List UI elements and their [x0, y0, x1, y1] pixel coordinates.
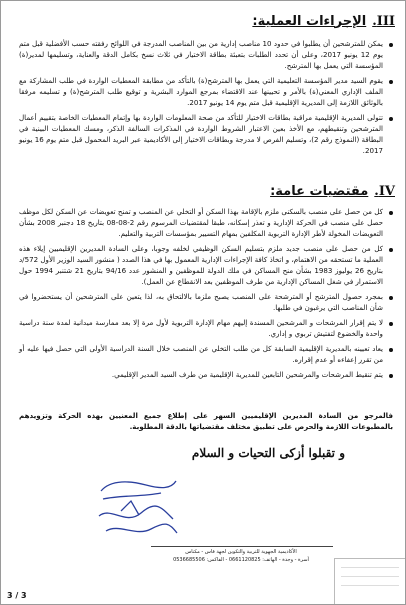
- list-item: يقوم السيد مدير المؤسسة التعليمية التي يعمل بها المترشح(ة) بالتأكد من مطابقة المعطيات الواردة في طلب المشاركة مع الملف الإداري المعني(ة) بالأمر و تحيينها عند الاقتضاء بمرجع الموارد البشرية و توقيع طلب المترشح(ة) و تسليمه مرفقا بالوثائق اللازمة إلى المديرية الإقليمية قبل متم يوم 14 يونيو 2017.: [19, 76, 393, 109]
- closing-paragraph: فالمرجو من السادة المديرين الإقليميين السهر على إطلاع جميع المعنيين بهذه الحركة وتزويدهم بالمطبوعات اللازمة والحرص على تطبيق مختلف مقتضياتها بالدقة المطلوبة.: [19, 411, 393, 431]
- footer-address: [146, 549, 336, 564]
- section-3-number: III.: [372, 13, 395, 29]
- section-4-number: IV.: [374, 183, 395, 199]
- side-note-box: [334, 558, 405, 604]
- list-item: يعاد تعيينه بالمديرية الإقليمية السابقة كل من طلب التخلي عن المنصب خلال السنة الدراسية الأولى التي حصل فيها عليه أو من تقرر إعفاءه أو عدم إقراره.: [19, 344, 393, 366]
- section-4-heading: [270, 181, 395, 201]
- section-4-list: [19, 207, 393, 385]
- list-item: لا يتم إقرار المرشحات و المرشحين المسندة إليهم مهام الإدارة التربوية لأول مرة إلا بعد ممارسة ميدانية لمدة سنة دراسية واحدة والخضوع لتفتيش تربوي و إداري.: [19, 318, 393, 340]
- list-item: بمجرد حصول المترشح أو المترشحة على المنصب يصبح ملزما بالالتحاق به، لذا يتعين على المترشحين أن يستحضروا في شأن المناصب التي يرغبون في طلبها.: [19, 292, 393, 314]
- section-3-title: الإجراءات العملية:: [252, 13, 367, 29]
- list-item: تتولى المديرية الإقليمية مراقبة بطاقات الاختيار للتأكد من صحة المعلومات الواردة بها وإتمام المعطيات الخاصة بتقييم أعمال المترشحين وتنقيطهم، مع الأخذ بعين الاعتبار الشروط الواردة في المذكرات السالفة الذكر، ومسك المعطيات البينية في البطاقة (النموذج رقم 2)، وتسليم الفرص لا مدرجة وبطاقات الاختيار إلى الأكاديمية عبر البريد المحمول قبل متم يوم 16 يونيو 2017.: [19, 113, 393, 157]
- signature-stamp: [91, 471, 181, 546]
- list-item: يتم تنقيط المرشحات والمرشحين التابعين للمديرية الإقليمية من طرف السيد المدير الإقليمي.: [19, 370, 393, 381]
- section-3-list: [19, 39, 393, 161]
- greeting-line: و تقبلوا أزكى التحيات و السلام: [191, 446, 345, 460]
- list-item: كل من حصل على منصب جديد ملزم بتسليم السكن الوظيفي لخلفه وجوبا، وعلى السادة المديرين الإقليميين إيلاء هذه العملية ما تستحقه من الاهتمام، و اتخاذ كافة الإجراءات الإدارية المعمول بها في هذا الصدد ( منشور السيد الوزير الأول 572/د بتاريخ 26 يوليوز 1983 بشأن منح المساكن في ملك الدولة للموظفين و المنشور عدد 94/16 بتاريخ 21 شتنبر 1994 حول الاستمرار في شغل المساكن الإدارية من طرف الموظفين بعد الانقطاع عن العمل).: [19, 244, 393, 288]
- list-item: كل من حصل على منصب بالسكنى ملزم بالإقامة بهذا السكن أو التخلي عن المنصب و تمنح تعويضات عن السكن لكل موظف حصل على منصب في الحركة الإدارية و تعذر إسكانه، طبقا لمقتضيات المرسوم رقم 2-08-08 بتاريخ 18 دجنبر 2008 بشأن التعويضات المخولة لأطر الإدارة التربوية المكلفين بمهام التسيير بمؤسسات التربية والتعليم.: [19, 207, 393, 240]
- footer-line-1: الأكاديمية الجهوية للتربية والتكوين لجهة فاس - مكناس: [185, 549, 297, 555]
- section-3-heading: [252, 11, 395, 31]
- page-number: 3 / 3: [7, 591, 27, 600]
- list-item: يمكن للمترشحين أن يطلبوا في حدود 10 مناصب إدارية من بين المناصب المدرجة في اللوائح رفقته حسب الأفضلية قبل متم يوم 12 يونيو 2017، وعلى أن تحدد الطلبات بتعبئة بطاقة الاختيار في ثلاث نسخ بكامل الدقة والعناية، وتسليمها لمدير(ة) المؤسسة التي يعمل بها المترشح.: [19, 39, 393, 72]
- footer-divider: [151, 546, 333, 547]
- footer-line-2: أسرة - وجدة - الهاتف: 0661120825 - الفاكس: 0536685506: [173, 556, 309, 563]
- section-4-title: مقتضيات عامة:: [270, 183, 369, 199]
